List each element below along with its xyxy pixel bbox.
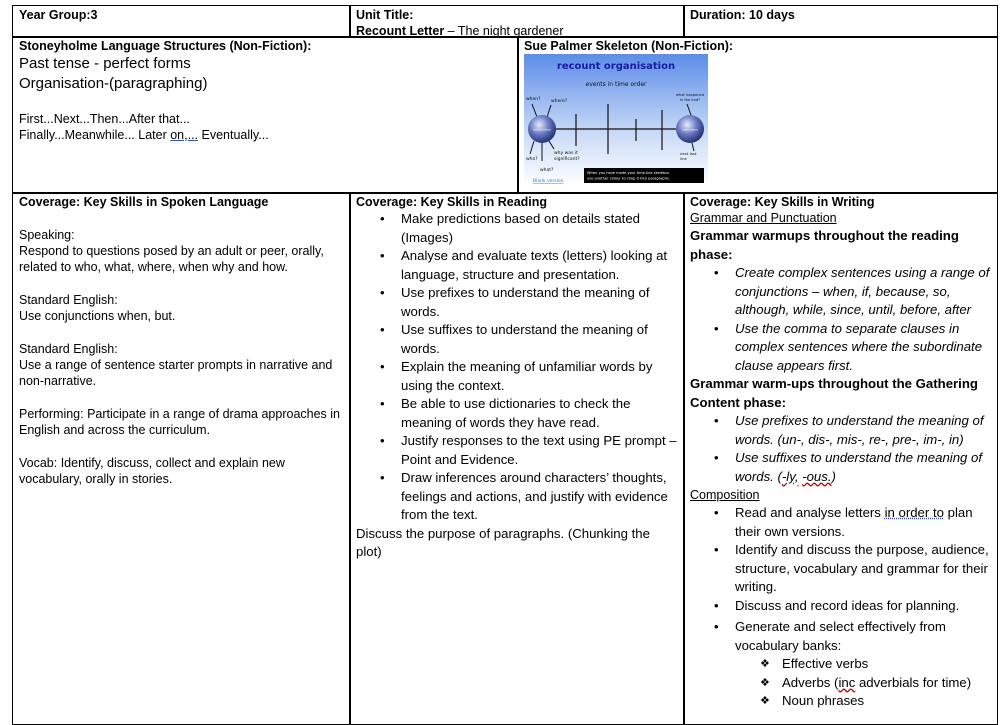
composition-item-text: Identify and discuss the purpose, audience, structure, vocabulary and grammar for their writing.	[735, 542, 989, 594]
spoken-heading: Coverage: Key Skills in Spoken Language	[19, 195, 269, 209]
standard-english-label-1: Standard English:	[19, 293, 118, 307]
vocab-text: Vocab: Identify, discuss, collect and explain new vocabulary, orally in stories.	[19, 456, 285, 486]
reading-item	[356, 284, 678, 321]
structures-line-2: Organisation-(paragraphing)	[19, 75, 208, 92]
planning-table	[12, 5, 998, 725]
reading-phase-item	[690, 320, 991, 376]
standard-english-text-1: Use conjunctions when, but.	[19, 309, 176, 323]
q-last: next last	[680, 151, 697, 156]
reading-phase-item-text: Create complex sentences using a range of conjunctions – when, if, because, so, although, while, since, until, before, after	[735, 265, 990, 317]
speaking-label: Speaking:	[19, 228, 75, 242]
vocab-bank-item	[690, 674, 991, 693]
reading-item	[356, 210, 678, 247]
vocab-bank-item	[690, 655, 991, 674]
q-who: who?	[526, 157, 538, 162]
skeleton-title: recount organisation	[556, 61, 676, 72]
unit-title-label: Unit Title:	[356, 8, 414, 22]
gathering-phase-heading: Grammar warm-ups throughout the Gathering Content phase:	[690, 376, 978, 410]
standard-english-text-2: Use a range of sentence starter prompts in narrative and non-narrative.	[19, 358, 333, 388]
bullet-icon: •	[380, 285, 385, 300]
reading-item-text: Explain the meaning of unfamiliar words by using the context.	[401, 359, 653, 393]
gathering-item2-a: Use suffixes to understand the meaning of words. (	[735, 450, 983, 484]
vocab-banks-list	[690, 655, 991, 711]
structures-cell	[12, 36, 519, 194]
vocab-bank-item2-a: Adverbs (	[782, 674, 839, 690]
composition-item	[690, 618, 991, 655]
skeleton-note-1: When you have made your time-line skeleton,	[587, 171, 671, 175]
composition-item-text: Discuss and record ideas for planning.	[735, 597, 960, 613]
reading-item	[356, 358, 678, 395]
q-what: what?	[540, 168, 554, 173]
bullet-icon: •	[714, 619, 719, 634]
reading-item-text: Draw inferences around characters’ thoughts, feelings and actions, and justify with evidence from the text.	[401, 470, 668, 522]
reading-phase-list	[690, 264, 991, 375]
q-last-2: line	[680, 156, 687, 161]
vocab-bank-item-text: Effective verbs	[782, 656, 869, 671]
q-where: where?	[551, 99, 568, 104]
skeleton-cell	[517, 36, 998, 194]
bullet-icon: •	[714, 597, 719, 613]
bullet-icon: •	[714, 265, 719, 280]
reading-item-text: Use suffixes to understand the meaning of words.	[401, 322, 648, 356]
composition-item	[690, 597, 991, 616]
bullet-icon: •	[380, 433, 385, 448]
composition-label: Composition	[690, 488, 760, 502]
gathering-item2-e: )	[831, 468, 836, 484]
gathering-phase-item	[690, 449, 991, 486]
reading-item-text: Be able to use dictionaries to check the meaning of words they have read.	[401, 396, 631, 430]
reading-item	[356, 469, 678, 525]
structures-line-4c: Eventually...	[198, 128, 269, 142]
skeleton-note-2: use another colour to chop it into paragraphs.	[587, 176, 670, 181]
reading-list	[356, 210, 678, 525]
writing-cell	[683, 192, 998, 725]
grammar-punctuation-label: Grammar and Punctuation	[690, 211, 837, 225]
vocab-bank-item2-c: adverbials for time)	[855, 674, 972, 690]
q-why-2: significant?	[554, 157, 580, 162]
q-end: what happened	[676, 93, 704, 97]
reading-phase-item-text: Use the comma to separate clauses in complex sentences where the subordinate clause appears first.	[735, 320, 983, 373]
performing-text: Performing: Participate in a range of drama approaches in English and across the curriculum.	[19, 407, 341, 437]
bullet-icon: •	[714, 542, 719, 557]
reading-item-text: Make predictions based on details stated (Images)	[401, 211, 640, 245]
structures-line-4	[19, 127, 512, 143]
standard-english-label-2: Standard English:	[19, 342, 118, 356]
structures-line-3: First...Next...Then...After that...	[19, 112, 190, 126]
diamond-icon: ❖	[760, 695, 770, 707]
structures-line-4a: Finally...Meanwhile... Later	[19, 128, 171, 142]
reading-cell	[349, 192, 685, 725]
bullet-icon: •	[380, 359, 385, 374]
gathering-item2-d: -ous.	[802, 468, 832, 484]
structures-heading: Stoneyholme Language Structures (Non-Fiction):	[19, 39, 312, 53]
composition-list	[690, 504, 991, 655]
unit-title-cell	[349, 5, 685, 38]
bullet-icon: •	[380, 322, 385, 337]
q-end-2: in the end?	[679, 98, 701, 102]
reading-heading: Coverage: Key Skills in Reading	[356, 195, 548, 209]
reading-item	[356, 247, 678, 284]
gathering-item2-b: -ly,	[781, 468, 799, 484]
reading-item-text: Use prefixes to understand the meaning of words.	[401, 285, 650, 319]
vocab-bank-item2-b: inc	[838, 674, 856, 690]
comp-item1-a: Read and analyse letters	[735, 505, 885, 520]
reading-item-text: Justify responses to the text using PE prompt – Point and Evidence.	[401, 433, 677, 467]
year-group-cell	[12, 5, 351, 38]
gathering-phase-list	[690, 412, 991, 486]
q-why: why was it	[554, 151, 578, 156]
q-when: when?	[526, 97, 541, 102]
composition-item-text: Generate and select effectively from vocabulary banks:	[735, 619, 946, 653]
recount-skeleton-image	[524, 54, 708, 186]
comp-item1-c: plan their own versions.	[735, 505, 973, 539]
intro-label: introduction	[532, 127, 552, 132]
reading-item	[356, 395, 678, 432]
bullet-icon: •	[380, 248, 385, 263]
bullet-icon: •	[380, 211, 385, 226]
composition-item	[690, 541, 991, 597]
bullet-icon: •	[714, 413, 719, 428]
diamond-icon: ❖	[760, 658, 770, 670]
writing-heading: Coverage: Key Skills in Writing	[690, 195, 875, 209]
skeleton-subtitle: events in time order	[585, 81, 647, 88]
unit-title-bold: Recount Letter	[356, 24, 445, 38]
reading-item	[356, 321, 678, 358]
gathering-phase-item-text: Use prefixes to understand the meaning of words. (un-, dis-, mis-, re-, pre-, im-, in)	[735, 413, 984, 447]
bullet-icon: •	[714, 450, 719, 465]
diamond-icon: ❖	[760, 676, 770, 689]
duration: Duration: 10 days	[690, 8, 795, 22]
reading-footer: Discuss the purpose of paragraphs. (Chunking the plot)	[356, 525, 650, 559]
blank-version-link[interactable]: Blank version	[533, 179, 564, 184]
spoken-language-cell	[12, 192, 351, 725]
vocab-bank-item	[690, 692, 991, 711]
composition-item	[690, 504, 991, 541]
gathering-phase-item	[690, 412, 991, 449]
comp-item1-b: in order to	[884, 505, 944, 520]
year-group: Year Group:3	[19, 8, 98, 22]
reading-phase-heading: Grammar warmups throughout the reading phase:	[690, 228, 959, 262]
unit-title-rest: – The night gardener	[444, 24, 564, 38]
vocab-bank-item-text: Noun phrases	[782, 693, 865, 708]
structures-line-1: Past tense - perfect forms	[19, 55, 191, 72]
bullet-icon: •	[380, 470, 385, 485]
reading-phase-item	[690, 264, 991, 320]
skeleton-heading: Sue Palmer Skeleton (Non-Fiction):	[524, 39, 734, 53]
duration-cell	[683, 5, 998, 38]
bullet-icon: •	[714, 505, 719, 520]
bullet-icon: •	[380, 396, 385, 411]
conclusion-label: conclusion	[682, 127, 698, 132]
reading-item	[356, 432, 678, 469]
reading-item-text: Analyse and evaluate texts (letters) looking at language, structure and presentation.	[401, 248, 668, 282]
structures-line-4b: on,...	[170, 128, 199, 142]
bullet-icon: •	[714, 320, 719, 336]
speaking-text: Respond to questions posed by an adult or peer, orally, related to who, what, where, when why and how.	[19, 244, 324, 274]
